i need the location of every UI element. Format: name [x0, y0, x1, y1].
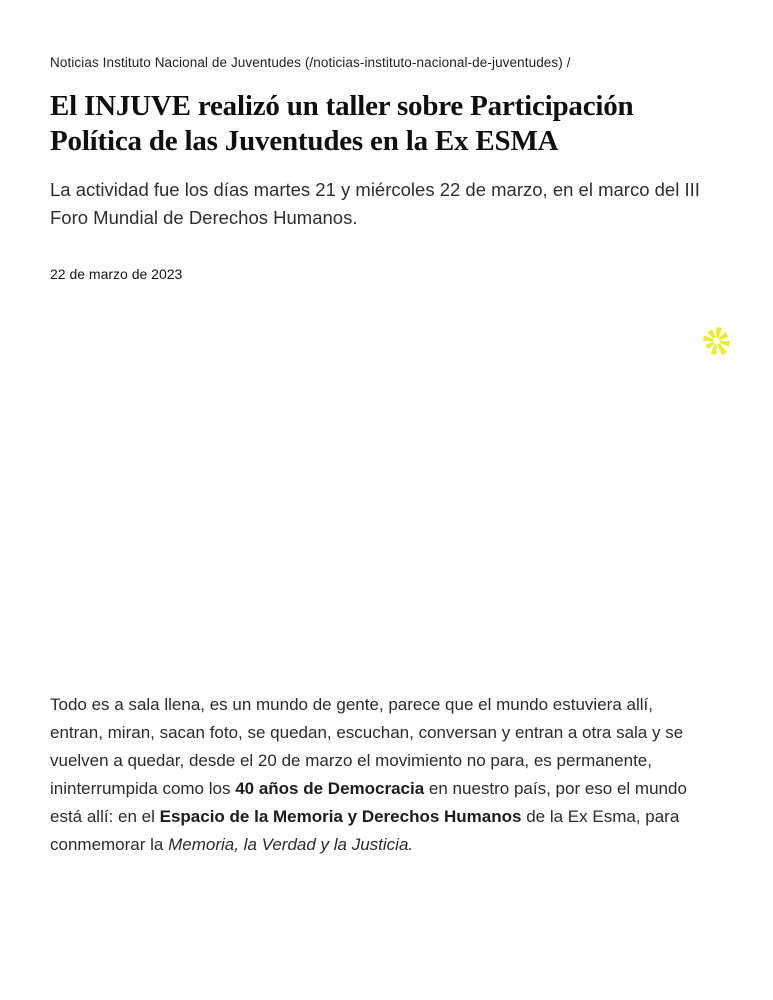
breadcrumb-separator: / — [562, 55, 571, 70]
article-subtitle: La actividad fue los días martes 21 y miércoles 22 de marzo, en el marco del III Foro Mundial de Derechos Humanos. — [50, 179, 700, 228]
body-text-segment: de la Ex Esma, para conmemorar la — [50, 807, 680, 854]
body-text-segment: Todo es a sala llena, es un mundo de gente, parece que el mundo estuviera allí, entran, miran, sacan foto, se quedan, escuchan, conversan y entran a otra sala y se vuelven a quedar, desde el 20 de marzo el movimiento no para, es permanente, ininterrumpida como los — [50, 695, 684, 798]
asterisk-spinner-svg — [700, 324, 733, 358]
body-text-segment: 40 años de Democracia — [235, 779, 425, 798]
page-title: El INJUVE realizó un taller sobre Participación Política de las Juventudes en la Ex ESMA — [50, 90, 634, 157]
body-text-segment: en nuestro país, por eso el mundo está allí: en el — [50, 779, 687, 826]
article-body-paragraph — [50, 691, 710, 859]
article-image-placeholder — [50, 283, 723, 691]
body-text-segment: Espacio de la Memoria y Derechos Humanos — [159, 807, 522, 826]
body-text-segment: Memoria, la Verdad y la Justicia. — [168, 835, 414, 854]
article-date: 22 de marzo de 2023 — [50, 266, 183, 282]
breadcrumb-link-noticias[interactable]: Noticias Instituto Nacional de Juventudes (/noticias-instituto-nacional-de-juventudes) — [50, 55, 563, 70]
loading-spinner-icon — [700, 324, 733, 358]
breadcrumb — [50, 54, 723, 71]
